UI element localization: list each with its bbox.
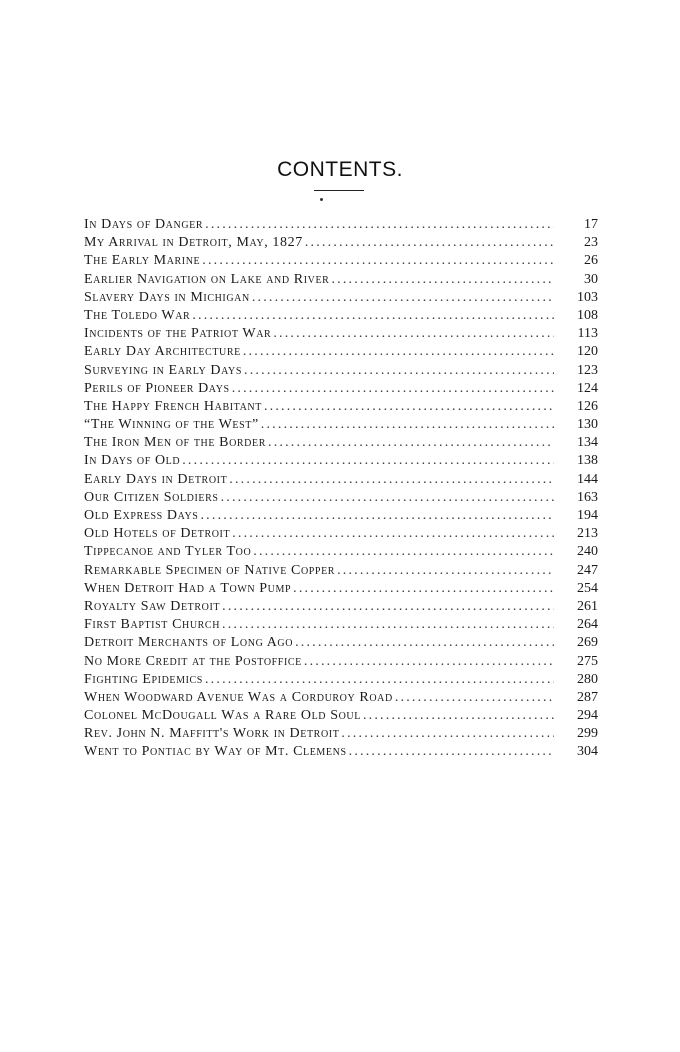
toc-entry-page: 123 <box>577 362 598 378</box>
toc-entry-title: Detroit Merchants of Long Ago <box>84 635 294 651</box>
toc-leader-dots <box>304 653 554 671</box>
toc-entry-title: The Early Marine <box>84 253 201 269</box>
toc-entry-page: 304 <box>577 744 598 760</box>
toc-entry-page: 163 <box>577 489 598 505</box>
table-of-contents <box>84 216 598 762</box>
toc-leader-dots <box>305 234 554 252</box>
toc-leader-dots <box>232 380 554 398</box>
toc-entry-page: 287 <box>577 689 598 705</box>
toc-entry-page: 269 <box>577 635 598 651</box>
toc-entry-title: Early Day Architecture <box>84 344 241 360</box>
toc-entry <box>84 380 598 398</box>
toc-entry <box>84 452 598 470</box>
toc-entry <box>84 416 598 434</box>
toc-entry-title: Tippecanoe and Tyler Too <box>84 544 252 560</box>
toc-entry-page: 17 <box>584 217 598 232</box>
toc-entry-page: 126 <box>577 398 598 414</box>
toc-entry-page: 134 <box>577 435 598 451</box>
toc-entry <box>84 507 598 525</box>
toc-entry-title: In Days of Old <box>84 453 181 469</box>
toc-entry <box>84 271 598 289</box>
toc-entry <box>84 471 598 489</box>
toc-leader-dots <box>264 398 554 416</box>
toc-entry-title: Remarkable Specimen of Native Copper <box>84 562 336 578</box>
toc-entry <box>84 634 598 652</box>
toc-leader-dots <box>222 598 554 616</box>
toc-entry <box>84 434 598 452</box>
toc-entry-page: 261 <box>577 598 598 614</box>
toc-entry <box>84 616 598 634</box>
toc-leader-dots <box>349 743 554 761</box>
toc-entry-page: 264 <box>577 617 598 633</box>
toc-entry-title: Old Hotels of Detroit <box>84 526 231 542</box>
toc-leader-dots <box>252 289 554 307</box>
toc-entry-title: Went to Pontiac by Way of Mt. Clemens <box>84 744 347 760</box>
toc-entry-title: Fighting Epidemics <box>84 671 203 687</box>
toc-leader-dots <box>273 325 554 343</box>
toc-entry <box>84 543 598 561</box>
toc-leader-dots <box>363 707 554 725</box>
toc-entry-title: Earlier Navigation on Lake and River <box>84 271 330 287</box>
toc-leader-dots <box>268 434 554 452</box>
toc-entry-page: 294 <box>577 708 598 724</box>
toc-entry <box>84 743 598 761</box>
toc-leader-dots <box>229 471 554 489</box>
toc-leader-dots <box>222 616 554 634</box>
toc-leader-dots <box>232 525 554 543</box>
toc-leader-dots <box>200 507 554 525</box>
toc-leader-dots <box>261 416 554 434</box>
toc-entry <box>84 325 598 343</box>
toc-leader-dots <box>192 307 554 325</box>
toc-entry <box>84 671 598 689</box>
toc-leader-dots <box>243 343 554 361</box>
toc-leader-dots <box>293 580 554 598</box>
toc-entry <box>84 562 598 580</box>
toc-entry <box>84 580 598 598</box>
ornament-dot <box>320 198 323 201</box>
toc-entry-title: Perils of Pioneer Days <box>84 380 230 396</box>
toc-entry-title: Royalty Saw Detroit <box>84 598 221 614</box>
toc-leader-dots <box>244 362 554 380</box>
toc-entry-page: 247 <box>577 562 598 578</box>
toc-entry-title: Slavery Days in Michigan <box>84 289 250 305</box>
toc-entry-page: 138 <box>577 453 598 469</box>
toc-entry-title: Our Citizen Soldiers <box>84 489 219 505</box>
heading-rule <box>314 190 364 191</box>
toc-entry-title: My Arrival in Detroit, May, 1827 <box>84 235 303 251</box>
toc-entry-page: 194 <box>577 508 598 523</box>
toc-entry-title: When Detroit Had a Town Pump <box>84 580 292 596</box>
contents-heading: CONTENTS. <box>277 158 403 181</box>
toc-entry-title: Incidents of the Patriot War <box>84 326 272 342</box>
toc-entry-page: 113 <box>577 326 598 342</box>
toc-entry-page: 275 <box>577 653 598 669</box>
toc-entry-page: 299 <box>577 726 598 742</box>
toc-entry-page: 280 <box>577 671 598 687</box>
toc-entry-title: Early Days in Detroit <box>84 471 228 487</box>
toc-entry-page: 103 <box>577 289 598 305</box>
toc-entry-page: 120 <box>577 344 598 360</box>
toc-leader-dots <box>331 271 554 289</box>
toc-entry <box>84 653 598 671</box>
toc-entry <box>84 689 598 707</box>
toc-entry-title: No More Credit at the Postoffice <box>84 653 302 669</box>
toc-entry-title: The Iron Men of the Border <box>84 435 266 451</box>
toc-entry <box>84 489 598 507</box>
toc-leader-dots <box>341 725 554 743</box>
toc-entry-page: 213 <box>577 526 598 542</box>
toc-entry-title: The Happy French Habitant <box>84 398 262 414</box>
toc-entry-title: The Toledo War <box>84 307 191 323</box>
toc-entry <box>84 525 598 543</box>
toc-entry <box>84 398 598 416</box>
toc-entry-title: In Days of Danger <box>84 217 204 232</box>
toc-leader-dots <box>205 216 554 234</box>
toc-entry <box>84 725 598 743</box>
toc-entry-page: 23 <box>584 235 598 251</box>
toc-leader-dots <box>205 671 554 689</box>
toc-entry-page: 240 <box>577 544 598 560</box>
toc-entry <box>84 234 598 252</box>
toc-entry-title: “The Winning of the West” <box>84 417 259 433</box>
toc-leader-dots <box>295 634 554 652</box>
toc-entry-title: When Woodward Avenue Was a Corduroy Road <box>84 689 393 705</box>
toc-entry-page: 124 <box>577 380 598 396</box>
toc-entry-page: 26 <box>584 253 598 269</box>
toc-entry-title: First Baptist Church <box>84 617 221 633</box>
toc-leader-dots <box>202 252 554 270</box>
toc-entry <box>84 252 598 270</box>
toc-entry-title: Colonel McDougall Was a Rare Old Soul <box>84 708 361 724</box>
toc-entry-page: 254 <box>577 580 598 596</box>
toc-entry-page: 130 <box>577 417 598 433</box>
toc-leader-dots <box>182 452 554 470</box>
toc-entry <box>84 216 598 234</box>
toc-entry <box>84 307 598 325</box>
toc-entry <box>84 598 598 616</box>
toc-entry-title: Old Express Days <box>84 508 199 523</box>
toc-entry-title: Surveying in Early Days <box>84 362 243 378</box>
toc-entry <box>84 289 598 307</box>
toc-entry-title: Rev. John N. Maffitt's Work in Detroit <box>84 726 340 742</box>
toc-entry <box>84 707 598 725</box>
toc-entry-page: 108 <box>577 307 598 323</box>
toc-leader-dots <box>253 543 554 561</box>
toc-entry <box>84 343 598 361</box>
toc-leader-dots <box>337 562 554 580</box>
toc-entry-page: 144 <box>577 471 598 487</box>
toc-leader-dots <box>221 489 554 507</box>
toc-entry <box>84 362 598 380</box>
toc-leader-dots <box>395 689 554 707</box>
toc-entry-page: 30 <box>584 271 598 287</box>
